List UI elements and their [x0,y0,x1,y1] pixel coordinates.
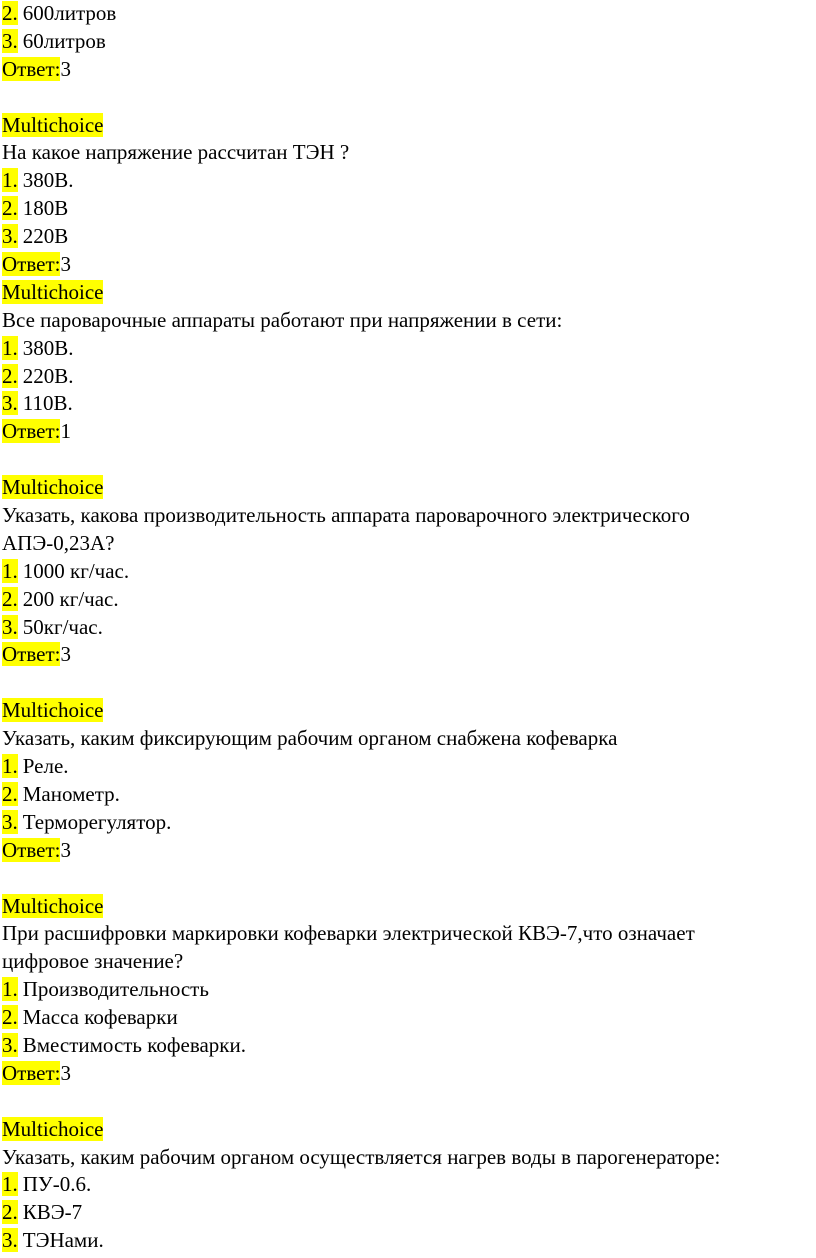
answer-option [2,809,816,837]
answer-label: Ответ: [2,252,61,277]
option-text: Масса кофеварки [22,1005,178,1030]
option-text: Терморегулятор. [22,809,172,834]
answer-option [2,223,816,251]
answer-option [2,614,816,642]
option-number: 3. [2,224,18,249]
question-type-label: Multichoice [2,112,104,137]
question-type [2,112,816,140]
question-type-label: Multichoice [2,475,104,500]
answer-line [2,837,816,865]
option-text: 1000 кг/час. [22,558,130,583]
option-number: 1. [2,335,18,360]
question-text: На какое напряжение рассчитан ТЭН ? [2,140,350,165]
answer-line [2,1060,816,1088]
option-text: 60литров [22,28,106,53]
answer-value: 3 [60,642,71,667]
answer-option [2,976,816,1004]
answer-label: Ответ: [2,642,61,667]
option-number: 3. [2,1032,18,1057]
blank-line [2,865,816,893]
answer-label: Ответ: [2,56,61,81]
option-number: 3. [2,391,18,416]
option-text: 220В. [22,363,74,388]
answer-value: 1 [60,419,71,444]
question-text: Все пароварочные аппараты работают при напряжении в сети: [2,307,563,332]
option-text: 220В [22,224,69,249]
answer-option [2,167,816,195]
answer-option [2,390,816,418]
option-number: 3. [2,809,18,834]
option-text: Вместимость кофеварки. [22,1032,246,1057]
answer-label: Ответ: [2,419,61,444]
question-type-label: Multichoice [2,279,104,304]
answer-value: 3 [60,56,71,81]
option-text: 110В. [22,391,73,416]
option-text: Производительность [22,977,209,1002]
answer-option [2,1171,816,1199]
option-number: 2. [2,363,18,388]
option-number: 1. [2,977,18,1002]
option-number: 1. [2,558,18,583]
answer-label: Ответ: [2,837,61,862]
option-number: 1. [2,168,18,193]
blank-line [2,446,816,474]
option-text: КВЭ-7 [22,1200,83,1225]
answer-line [2,56,816,84]
option-number: 2. [2,1,18,25]
question-type [2,893,816,921]
option-text: 600литров [22,1,117,25]
answer-option [2,0,816,28]
answer-option [2,1227,816,1255]
option-text: ПУ-0.6. [22,1172,92,1197]
option-number: 2. [2,196,18,221]
option-number: 2. [2,781,18,806]
question-text: При расшифровки маркировки кофеварки электрической КВЭ-7,что означает [2,921,695,946]
answer-option [2,781,816,809]
option-text: Реле. [22,754,69,779]
option-number: 2. [2,586,18,611]
question-type-label: Multichoice [2,893,104,918]
answer-option [2,1004,816,1032]
blank-line [2,669,816,697]
question-type [2,474,816,502]
answer-option [2,1032,816,1060]
answer-option [2,1199,816,1227]
question-type [2,1116,816,1144]
option-text: ТЭНами. [22,1228,104,1253]
option-number: 2. [2,1200,18,1225]
option-number: 1. [2,1172,18,1197]
option-text: 180В [22,196,69,221]
blank-line [2,1088,816,1116]
option-number: 3. [2,1228,18,1253]
answer-option [2,753,816,781]
answer-option [2,28,816,56]
option-number: 2. [2,1005,18,1030]
question-type-label: Multichoice [2,1116,104,1141]
answer-value: 3 [60,837,71,862]
answer-label: Ответ: [2,1060,61,1085]
question-text: Указать, каким фиксирующим рабочим органом снабжена кофеварка [2,726,618,751]
option-text: Манометр. [22,781,120,806]
answer-option [2,335,816,363]
option-number: 1. [2,754,18,779]
answer-option [2,558,816,586]
question-type [2,279,816,307]
question-type-label: Multichoice [2,698,104,723]
option-text: 200 кг/час. [22,586,119,611]
question-text: Указать, каким рабочим органом осуществляется нагрев воды в парогенераторе: [2,1144,721,1169]
question-type [2,697,816,725]
answer-line [2,641,816,669]
answer-value: 3 [60,1060,71,1085]
answer-option [2,195,816,223]
answer-value: 3 [60,252,71,277]
question-text: АПЭ-0,23А? [2,530,115,555]
question-text: цифровое значение? [2,949,184,974]
answer-line [2,418,816,446]
answer-option [2,363,816,391]
option-text: 380В. [22,335,74,360]
option-number: 3. [2,614,18,639]
answer-option [2,586,816,614]
question-text: Указать, какова производительность аппарата пароварочного электрического [2,503,690,528]
answer-line [2,251,816,279]
option-text: 380В. [22,168,74,193]
blank-line [2,84,816,112]
option-text: 50кг/час. [22,614,103,639]
option-number: 3. [2,28,18,53]
